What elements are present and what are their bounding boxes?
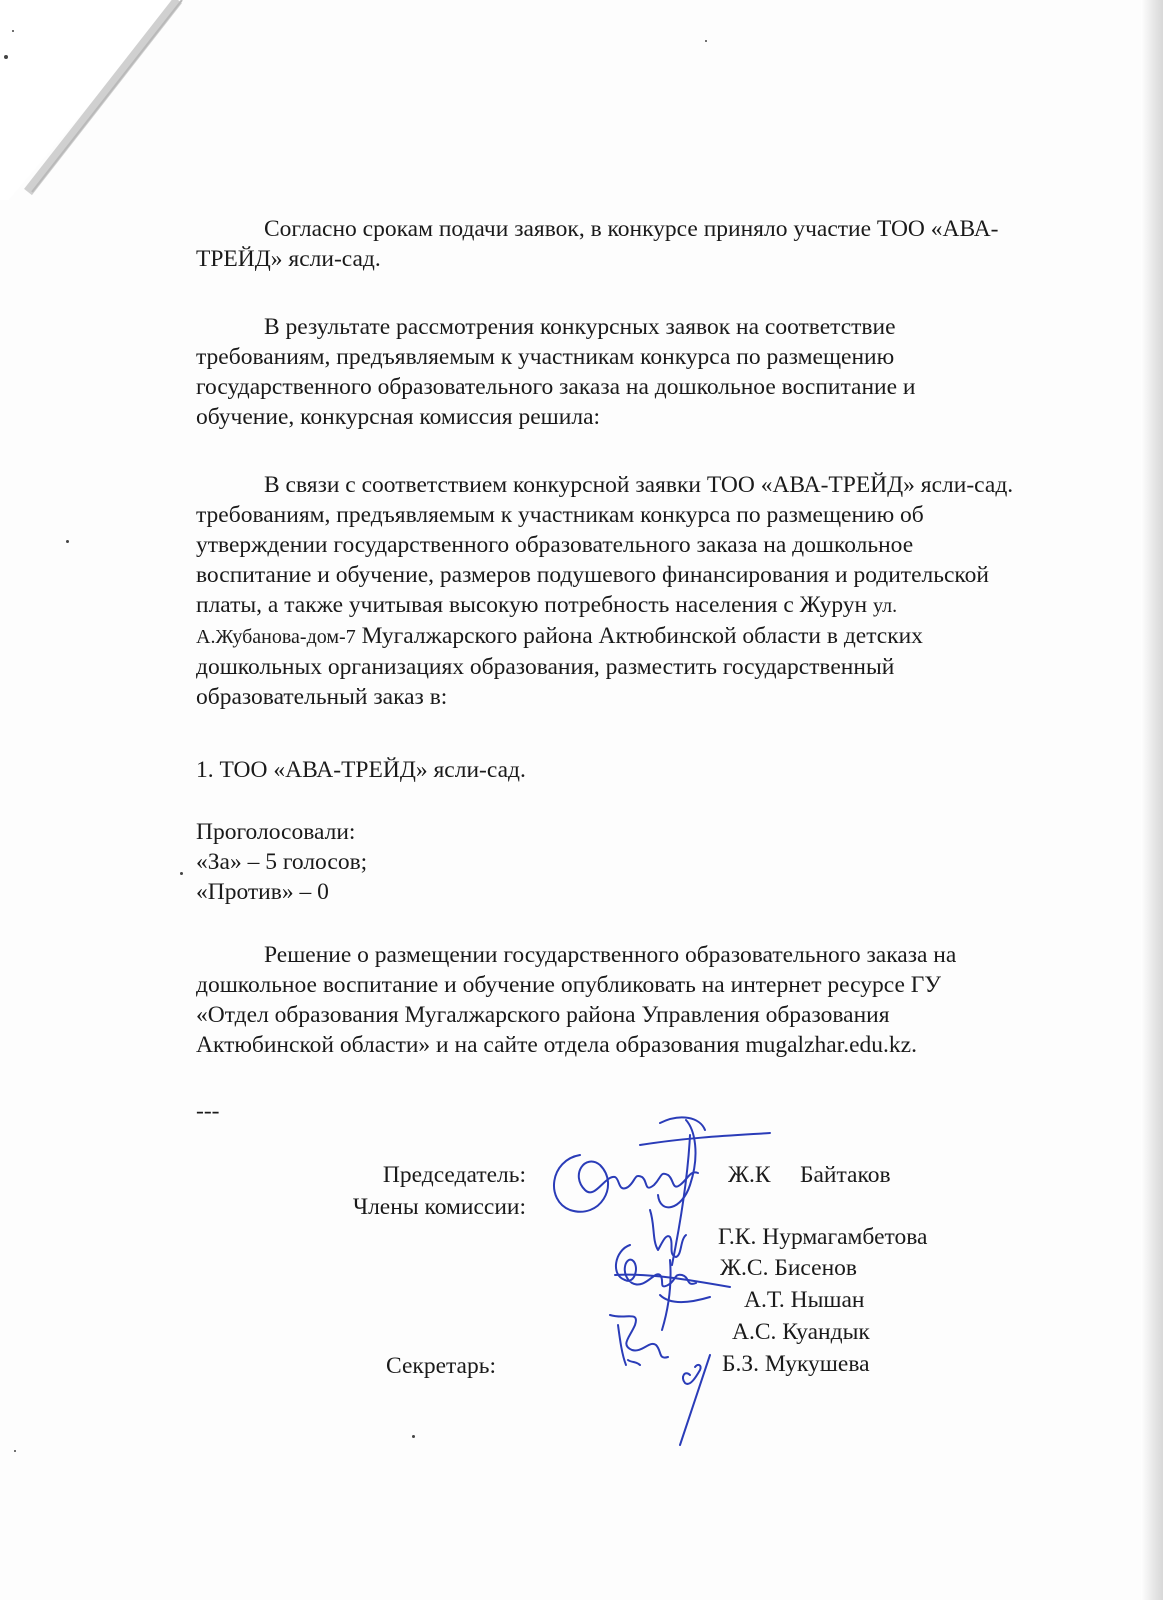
secretary-signature <box>683 1365 701 1384</box>
separator-text: --- <box>196 1098 220 1124</box>
voting-header: Проголосовали: <box>196 819 356 845</box>
text-line: воспитание и обучение, размеров подушевого финансирования и родительской <box>196 562 989 588</box>
folded-corner <box>0 0 200 200</box>
member-name: Ж.С. Бисенов <box>720 1255 857 1281</box>
member-name: А.Т. Нышан <box>744 1287 865 1313</box>
text-line <box>196 621 1101 652</box>
text-fragment: ул. <box>872 595 898 617</box>
text-line: В связи с соответствием конкурсной заявки ТОО «АВА-ТРЕЙД» ясли-сад. <box>264 472 1014 498</box>
text-line: Согласно срокам подачи заявок, в конкурсе приняло участие ТОО «АВА- <box>264 216 999 242</box>
paragraph-publication <box>196 940 1101 1060</box>
secretary-label: Секретарь: <box>386 1353 496 1379</box>
handwritten-signatures <box>540 1115 840 1465</box>
chairman-label: Председатель: <box>382 1162 526 1188</box>
paragraph-participation <box>196 214 1101 274</box>
paragraph-decision-basis <box>196 470 1101 712</box>
text-line: обучение, конкурсная комиссия решила: <box>196 404 601 430</box>
address-fragment: А.Жубанова-дом-7 <box>196 626 356 648</box>
decision-item <box>196 755 1101 785</box>
text-line: «Отдел образования Мугалжарского района Управления образования <box>196 1002 890 1028</box>
secretary-name: Б.З. Мукушева <box>722 1351 870 1377</box>
text-line: государственного образовательного заказа на дошкольное воспитание и <box>196 374 916 400</box>
text-line <box>196 590 1101 621</box>
text-line: дошкольных организациях образования, разместить государственный <box>196 654 895 680</box>
paragraph-review-result <box>196 312 1101 432</box>
scan-speck <box>66 540 69 543</box>
voting-against: «Против» – 0 <box>196 879 329 905</box>
text-line: Решение о размещении государственного образовательного заказа на <box>264 942 957 968</box>
text-line: образовательный заказ в: <box>196 684 448 710</box>
chairman-signature <box>554 1155 698 1212</box>
scan-speck <box>14 1450 16 1452</box>
text-line: требованиям, предъявляемым к участникам конкурса по размещению <box>196 344 895 370</box>
scan-speck <box>705 40 707 42</box>
text-line: требованиям, предъявляемым к участникам конкурса по размещению об <box>196 502 924 528</box>
text-fragment: Мугалжарского района Актюбинской области в детских <box>361 623 923 649</box>
voting-results <box>196 817 1101 907</box>
voting-for: «За» – 5 голосов; <box>196 849 368 875</box>
scan-speck <box>180 872 183 875</box>
members-label: Члены комиссии: <box>352 1194 526 1220</box>
text-line: В результате рассмотрения конкурсных заявок на соответствие <box>264 314 896 340</box>
scan-speck <box>4 55 8 59</box>
text-fragment: платы, а также учитывая высокую потребность населения с Журун <box>196 592 868 618</box>
text-line: Актюбинской области» и на сайте отдела образования mugalzhar.edu.kz. <box>196 1032 917 1058</box>
text-line: 1. ТОО «АВА-ТРЕЙД» ясли-сад. <box>196 757 526 783</box>
text-line: утверждении государственного образовательного заказа на дошкольное <box>196 532 914 558</box>
page-edge-shadow <box>1141 0 1163 1600</box>
scan-speck <box>12 30 14 32</box>
scan-speck <box>412 1435 415 1438</box>
text-line: ТРЕЙД» ясли-сад. <box>196 246 381 272</box>
member-name: А.С. Куандык <box>732 1319 870 1345</box>
text-line: дошкольное воспитание и обучение опубликовать на интернет ресурсе ГУ <box>196 972 942 998</box>
chairman-name: Ж.К Байтаков <box>728 1162 891 1188</box>
member-name: Г.К. Нурмагамбетова <box>718 1224 928 1250</box>
